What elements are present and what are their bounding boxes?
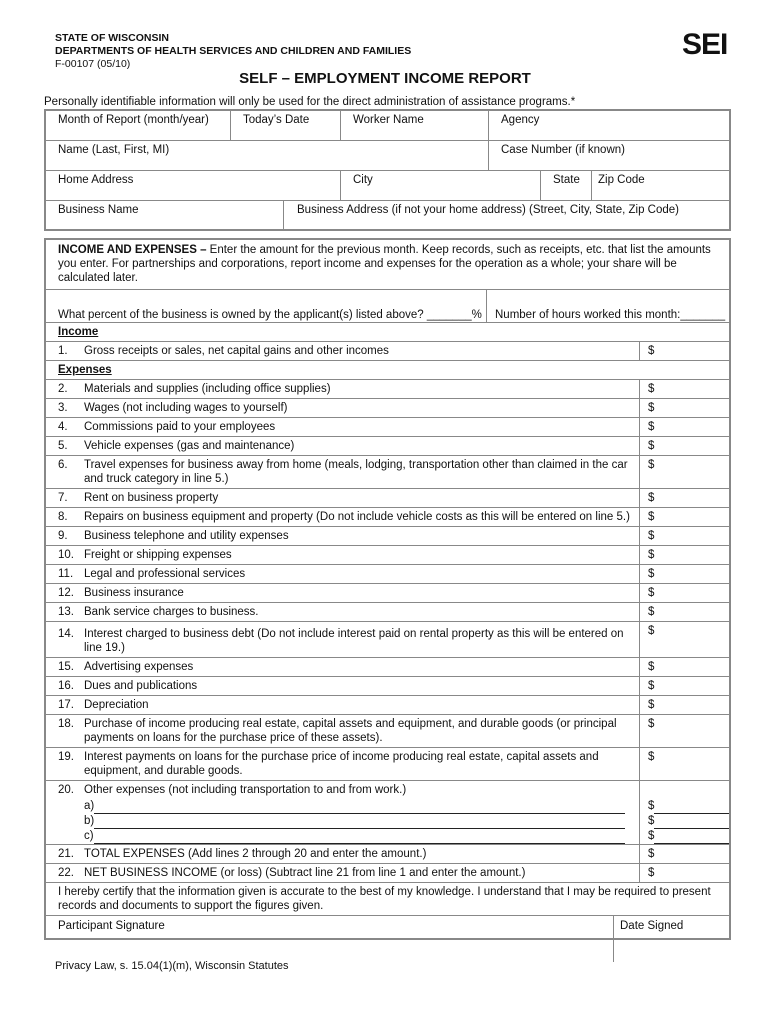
line-number: 7.: [58, 492, 68, 504]
other-expense-amount[interactable]: [639, 814, 729, 829]
dollar-sign: $: [648, 661, 655, 673]
date-signed-label: Date Signed: [620, 920, 684, 932]
name-field[interactable]: [46, 141, 489, 171]
line-number: 11.: [58, 568, 74, 580]
line-text: Interest charged to business debt (Do not include interest paid on rental property as this will be entered on line 19.): [84, 628, 624, 654]
amount-field[interactable]: [639, 748, 729, 780]
dollar-sign: $: [648, 815, 655, 827]
amount-field[interactable]: [639, 584, 729, 602]
amount-field[interactable]: [639, 399, 729, 417]
other-expense-description[interactable]: [46, 829, 639, 844]
line-text: Business telephone and utility expenses: [84, 530, 289, 542]
other-expense-description[interactable]: [46, 814, 639, 829]
line-text: Rent on business property: [84, 492, 219, 504]
line-item: [46, 546, 729, 565]
instructions-text: Enter the amount for the previous month. Keep records, such as receipts, etc. that list the amounts you enter. For partnerships and corporations, report income and expenses for the operation as a whole; your share will be calculated later.: [58, 244, 711, 284]
dollar-sign: $: [648, 440, 655, 452]
amount-field[interactable]: [639, 622, 729, 657]
line-item: [46, 584, 729, 603]
line-item: [46, 658, 729, 677]
line-text: Business insurance: [84, 587, 184, 599]
hours-question: Number of hours worked this month:_______: [495, 309, 726, 321]
line-text: TOTAL EXPENSES (Add lines 2 through 20 and enter the amount.): [84, 848, 427, 860]
line-text: Travel expenses for business away from home (meals, lodging, transportation other than claimed in the car and truck category in line 5.): [84, 459, 628, 485]
form-code: SEI: [682, 28, 728, 61]
dollar-sign: $: [648, 492, 655, 504]
amount-field[interactable]: [639, 565, 729, 583]
line-number: 14.: [58, 628, 74, 640]
worker-name-field[interactable]: [341, 111, 489, 141]
identification-section: [44, 109, 731, 231]
line-item: [46, 845, 729, 864]
dollar-sign: $: [648, 718, 655, 730]
line-number: 16.: [58, 680, 74, 692]
line-number: 6.: [58, 459, 68, 471]
other-expense-line: [46, 829, 729, 844]
amount-field[interactable]: [639, 658, 729, 676]
expenses-heading: Expenses: [46, 361, 729, 380]
line-text: Commissions paid to your employees: [84, 421, 276, 433]
line-item: [46, 864, 729, 883]
zip-field[interactable]: [592, 171, 729, 201]
dollar-sign: $: [648, 421, 655, 433]
agency-field[interactable]: [489, 111, 729, 141]
item-letter: c): [84, 830, 94, 842]
section-heading: INCOME AND EXPENSES –: [58, 244, 207, 256]
item-letter: a): [84, 800, 95, 812]
dollar-sign: $: [648, 699, 655, 711]
line-number: 5.: [58, 440, 68, 452]
dollar-sign: $: [648, 568, 655, 580]
percent-owned-field[interactable]: [46, 290, 487, 322]
amount-field[interactable]: [639, 342, 729, 360]
today-date-field[interactable]: [231, 111, 341, 141]
line-text: Interest payments on loans for the purchase price of income producing real estate, capital assets and equipment, and durable goods.: [84, 751, 599, 777]
line-item: [46, 748, 729, 781]
dollar-sign: $: [648, 383, 655, 395]
business-address-label: Business Address (if not your home address) (Street, City, State, Zip Code): [297, 204, 680, 216]
line-text: Repairs on business equipment and property (Do not include vehicle costs as this will be entered on line 5.): [84, 511, 630, 523]
amount-field[interactable]: [639, 508, 729, 526]
line-text: Dues and publications: [84, 680, 198, 692]
line-item: [46, 342, 729, 361]
dollar-sign: $: [648, 511, 655, 523]
state-field[interactable]: [541, 171, 592, 201]
line-item: [46, 418, 729, 437]
amount-field[interactable]: [639, 546, 729, 564]
privacy-note: Personally identifiable information will only be used for the direct administration of assistance programs.*: [44, 96, 576, 108]
form-number: F-00107 (05/10): [55, 58, 131, 70]
amount-field[interactable]: [639, 489, 729, 507]
dollar-sign: $: [648, 625, 655, 637]
line-item: [46, 399, 729, 418]
dollar-sign: $: [648, 530, 655, 542]
other-expenses: [46, 781, 729, 845]
signature-label: Participant Signature: [58, 920, 165, 932]
line-item: [46, 380, 729, 399]
participant-signature-field[interactable]: [46, 916, 614, 962]
line-number: 8.: [58, 511, 68, 523]
dollar-sign: $: [648, 867, 655, 879]
other-expense-description[interactable]: [46, 799, 639, 814]
line-number: 20.: [58, 784, 74, 796]
dollar-sign: $: [648, 848, 655, 860]
amount-field[interactable]: [639, 380, 729, 398]
line-number: 4.: [58, 421, 68, 433]
line-number: 3.: [58, 402, 68, 414]
city-field[interactable]: [341, 171, 541, 201]
line-number: 15.: [58, 661, 74, 673]
amount-field[interactable]: [639, 456, 729, 488]
line-item: [46, 437, 729, 456]
other-expense-line: [46, 799, 729, 814]
instructions: [46, 240, 729, 290]
line-item: [46, 489, 729, 508]
zip-label: Zip Code: [598, 174, 645, 186]
line-number: 12.: [58, 587, 74, 599]
line-text: Wages (not including wages to yourself): [84, 402, 288, 414]
case-number-field[interactable]: [489, 141, 729, 171]
line-number: 9.: [58, 530, 68, 542]
page-title: SELF – EMPLOYMENT INCOME REPORT: [239, 70, 531, 87]
name-label: Name (Last, First, MI): [58, 144, 170, 156]
line-item: [46, 565, 729, 584]
other-expense-amount[interactable]: [639, 829, 729, 844]
other-expense-amount[interactable]: [639, 799, 729, 814]
item-letter: b): [84, 815, 95, 827]
line-number: 17.: [58, 699, 74, 711]
state-name: STATE OF WISCONSIN: [55, 32, 169, 44]
business-name-field[interactable]: [46, 201, 284, 231]
business-address-field[interactable]: [284, 201, 729, 231]
amount-field[interactable]: [639, 715, 729, 747]
line-text: Purchase of income producing real estate, capital assets and equipment, and durable goods (or principal payments on loans for the purchase price of these assets).: [84, 718, 617, 744]
line-item: [46, 677, 729, 696]
line-item: [46, 508, 729, 527]
line-item: [46, 696, 729, 715]
dollar-sign: $: [648, 587, 655, 599]
state-label: State: [553, 174, 580, 186]
amount-field[interactable]: [639, 845, 729, 863]
line-item: [46, 715, 729, 748]
dollar-sign: $: [648, 459, 655, 471]
departments: DEPARTMENTS OF HEALTH SERVICES AND CHILDREN AND FAMILIES: [55, 45, 412, 57]
worker-label: Worker Name: [353, 114, 424, 126]
dollar-sign: $: [648, 830, 655, 842]
today-label: Today’s Date: [243, 114, 310, 126]
footer-privacy-law: Privacy Law, s. 15.04(1)(m), Wisconsin Statutes: [55, 960, 289, 972]
line-text: Legal and professional services: [84, 568, 246, 580]
line-item: [46, 456, 729, 489]
line-text: Gross receipts or sales, net capital gains and other incomes: [84, 345, 389, 357]
amount-field[interactable]: [639, 864, 729, 882]
line-item: [46, 622, 729, 658]
date-signed-field[interactable]: [614, 916, 729, 962]
amount-field[interactable]: [639, 677, 729, 695]
other-expense-line: [46, 814, 729, 829]
line-text: Other expenses (not including transportation to and from work.): [84, 784, 407, 796]
dollar-sign: $: [648, 402, 655, 414]
line-number: 13.: [58, 606, 74, 618]
month-label: Month of Report (month/year): [58, 114, 209, 126]
city-label: City: [353, 174, 373, 186]
line-text: Freight or shipping expenses: [84, 549, 232, 561]
month-field[interactable]: [46, 111, 231, 141]
line-text: Materials and supplies (including office supplies): [84, 383, 331, 395]
line-text: Vehicle expenses (gas and maintenance): [84, 440, 295, 452]
line-number: 21.: [58, 848, 74, 860]
dollar-sign: $: [648, 549, 655, 561]
income-heading: Income: [46, 323, 729, 342]
agency-label: Agency: [501, 114, 540, 126]
certification-text: I hereby certify that the information given is accurate to the best of my knowledge. I understand that I may be required to present records and documents to support the figures given.: [46, 883, 729, 916]
line-text: Advertising expenses: [84, 661, 194, 673]
line-number: 10.: [58, 549, 74, 561]
amount-field[interactable]: [639, 437, 729, 455]
dollar-sign: $: [648, 345, 655, 357]
line-number: 19.: [58, 751, 74, 763]
line-item: [46, 527, 729, 546]
dollar-sign: $: [648, 751, 655, 763]
percent-question: What percent of the business is owned by the applicant(s) listed above? _______%: [58, 309, 482, 321]
business-name-label: Business Name: [58, 204, 139, 216]
amount-field[interactable]: [639, 418, 729, 436]
line-text: Depreciation: [84, 699, 149, 711]
line-number: 22.: [58, 867, 74, 879]
line-item: [46, 603, 729, 622]
line-number: 2.: [58, 383, 68, 395]
dollar-sign: $: [648, 680, 655, 692]
line-number: 1.: [58, 345, 68, 357]
dollar-sign: $: [648, 606, 655, 618]
amount-field[interactable]: [639, 603, 729, 621]
line-number: 18.: [58, 718, 74, 730]
hours-worked-field[interactable]: [487, 290, 729, 322]
amount-field[interactable]: [639, 696, 729, 714]
case-label: Case Number (if known): [501, 144, 625, 156]
income-expenses-section: [44, 238, 731, 940]
home-label: Home Address: [58, 174, 134, 186]
line-text: Bank service charges to business.: [84, 606, 259, 618]
line-text: NET BUSINESS INCOME (or loss) (Subtract line 21 from line 1 and enter the amount.): [84, 867, 526, 879]
amount-field[interactable]: [639, 527, 729, 545]
home-address-field[interactable]: [46, 171, 341, 201]
dollar-sign: $: [648, 800, 655, 812]
